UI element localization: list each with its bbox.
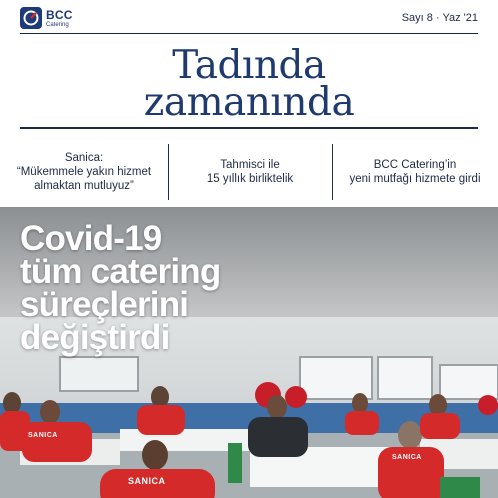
teaser-line: Tahmisci ile <box>220 159 280 171</box>
brand-name: BCC <box>46 7 73 22</box>
teaser-line: “Mükemmele yakın hizmet <box>16 166 152 178</box>
teaser-new-kitchen[interactable] <box>332 144 498 200</box>
teaser-line: Sanica: <box>64 152 104 164</box>
shirt-label: SANICA <box>128 476 166 486</box>
teaser-tahmisci[interactable] <box>168 144 332 200</box>
shirt-label: SANICA <box>392 454 422 461</box>
masthead-line-1: Tadında <box>172 43 326 88</box>
teaser-line: almaktan mutluyuz” <box>34 180 134 192</box>
teaser-line: 15 yıllık birliktelik <box>206 173 294 185</box>
teaser-sanica[interactable] <box>0 144 168 200</box>
brand-sub: Catering <box>46 21 69 28</box>
headline-line: Covid-19 <box>20 219 162 258</box>
cover-headline[interactable] <box>20 219 221 357</box>
masthead-divider <box>20 127 478 129</box>
headline-line: tüm catering <box>20 252 221 291</box>
shirt-label: SANICA <box>28 432 58 439</box>
teaser-line: yeni mutfağı hizmete girdi <box>349 173 481 185</box>
brand-logo <box>20 7 73 29</box>
issue-label: Sayı 8 · Yaz '21 <box>401 12 478 24</box>
headline-line: değiştirdi <box>20 318 170 357</box>
masthead-line-2: zamanında <box>143 80 355 125</box>
bcc-logo-icon <box>20 7 42 29</box>
top-divider <box>20 33 478 34</box>
teaser-line: BCC Catering’in <box>373 159 457 171</box>
headline-line: süreçlerini <box>20 285 189 324</box>
teaser-row <box>0 144 498 200</box>
